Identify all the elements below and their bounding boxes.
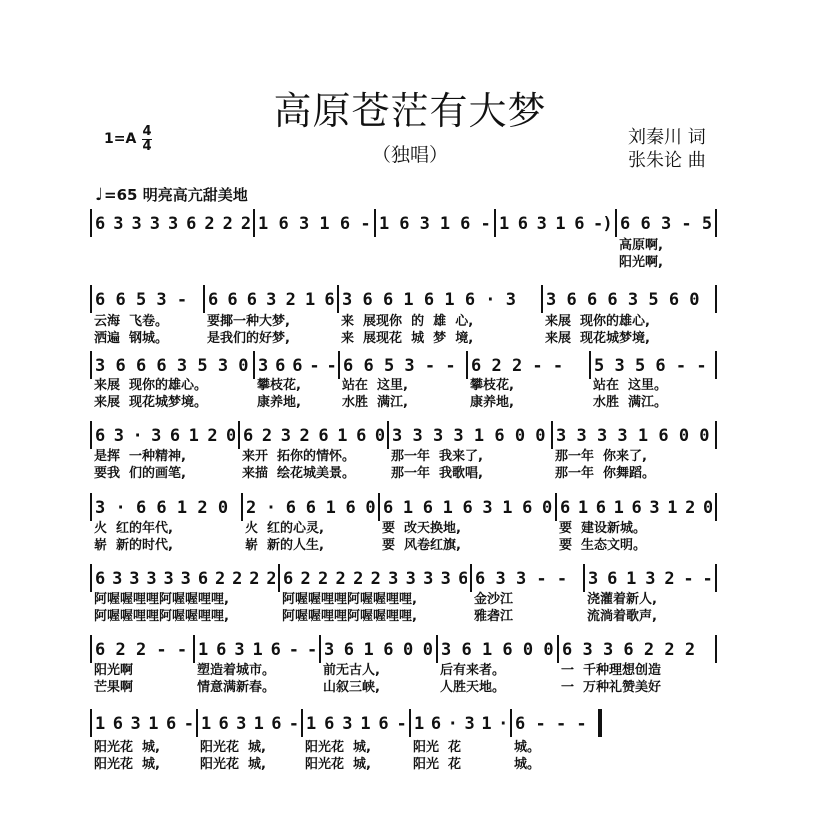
composer: 张朱论 曲 xyxy=(628,150,706,171)
staff-line xyxy=(90,713,715,736)
lyric-text: 要 风卷红旗, xyxy=(382,538,461,553)
barline xyxy=(253,209,255,237)
staff-line xyxy=(90,289,715,312)
lyric-row xyxy=(90,378,715,394)
lyric-text: 阳光啊 xyxy=(94,663,134,678)
staff-line xyxy=(90,497,715,520)
barline xyxy=(466,351,468,379)
barline xyxy=(90,351,92,379)
final-barline xyxy=(598,709,602,737)
barline xyxy=(715,564,717,592)
barline xyxy=(203,285,205,313)
lyric-text: 塑造着城市。 xyxy=(197,663,276,678)
lyric-text: 水胜 满江, xyxy=(342,395,408,410)
lyric-text: 攀枝花, xyxy=(257,378,301,393)
lyric-text: 金沙江 xyxy=(474,592,514,607)
barline xyxy=(436,635,438,663)
lyric-row xyxy=(90,449,715,465)
lyric-text: 人胜天地。 xyxy=(440,680,506,695)
measure-notes: 1 6 3 1 6 - xyxy=(258,214,371,234)
barline xyxy=(193,635,195,663)
measure-notes: 6 2 2 - - xyxy=(95,640,188,660)
lyric-text: 那一年 我来了, xyxy=(391,449,483,464)
lyric-text: 阳光 花 xyxy=(413,740,462,755)
lyric-text: 情意满新春。 xyxy=(197,680,276,695)
lyric-text: 那一年 你舞蹈。 xyxy=(555,466,656,481)
barline xyxy=(551,421,553,449)
lyric-text: 来展 现你的雄心。 xyxy=(94,378,208,393)
lyric-row xyxy=(90,238,715,254)
barline xyxy=(90,635,92,663)
staff-line xyxy=(90,568,715,591)
measure-notes: 1 6 3 1 6 -) xyxy=(499,214,612,234)
barline xyxy=(90,421,92,449)
barline xyxy=(338,351,340,379)
lyric-text: 山叙三峡, xyxy=(323,680,380,695)
lyric-text: 前无古人, xyxy=(323,663,380,678)
lyric-text: 高原啊, xyxy=(619,238,663,253)
measure-notes: 6 2 2 - - xyxy=(471,356,564,376)
lyric-text: 阳光花 城, xyxy=(305,740,371,755)
lyric-text: 城。 xyxy=(514,757,541,772)
measure-notes: 6 2 2 2 2 2 3 3 3 3 6 xyxy=(283,569,467,589)
lyric-text: 要 改天换地, xyxy=(382,521,461,536)
lyric-row xyxy=(90,740,715,756)
measure-notes: 3 6 6 6 3 5 6 0 xyxy=(546,290,700,310)
measure-notes: 6 6 5 3 - - xyxy=(343,356,456,376)
measure-notes: 6 2 3 2 6 1 6 0 xyxy=(243,426,384,446)
barline xyxy=(387,421,389,449)
barline xyxy=(378,493,380,521)
credits xyxy=(628,126,706,172)
measure-notes: 1 6 3 1 6 - xyxy=(95,714,193,734)
lyric-text: 一 万种礼赞美好 xyxy=(561,680,662,695)
lyric-row xyxy=(90,538,715,554)
tempo-text: =65 明亮高亢甜美地 xyxy=(104,186,248,204)
barline xyxy=(555,493,557,521)
lyric-text: 来展 现花城梦境。 xyxy=(94,395,208,410)
lyric-row xyxy=(90,466,715,482)
barline xyxy=(301,709,303,737)
lyric-text: 来展 现你的雄心, xyxy=(545,314,650,329)
staff-line xyxy=(90,213,715,236)
barline xyxy=(715,209,717,237)
lyric-text: 阿喔喔哩哩阿喔喔哩哩, xyxy=(94,609,229,624)
lyric-text: 要 建设新城。 xyxy=(559,521,647,536)
lyric-text: 那一年 你来了, xyxy=(555,449,647,464)
lyric-row xyxy=(90,395,715,411)
lyric-row xyxy=(90,592,715,608)
measure-notes: 3 3 3 3 1 6 0 0 xyxy=(392,426,546,446)
song-subtitle: （独唱） xyxy=(371,144,448,166)
measure-notes: 6 3 3 3 3 3 6 2 2 2 2 xyxy=(95,569,275,589)
lyric-text: 站在 这里。 xyxy=(593,378,668,393)
tempo-marking xyxy=(95,184,248,205)
lyric-text: 站在 这里, xyxy=(342,378,408,393)
lyric-text: 阿喔喔哩哩阿喔喔哩哩, xyxy=(94,592,229,607)
lyric-text: 阿喔喔哩哩阿喔喔哩哩, xyxy=(282,592,417,607)
barline xyxy=(494,209,496,237)
measure-notes: 5 3 5 6 - - xyxy=(594,356,707,376)
barline xyxy=(589,351,591,379)
lyric-text: 康养地, xyxy=(257,395,301,410)
lyric-text: 水胜 满江。 xyxy=(593,395,668,410)
lyric-text: 崭 新的人生, xyxy=(245,538,324,553)
measure-notes: 1 6 3 1 6 - - xyxy=(198,640,316,660)
lyric-row xyxy=(90,609,715,625)
barline xyxy=(715,421,717,449)
measure-notes: 1 6 3 1 6 - xyxy=(379,214,491,234)
lyric-text: 火 红的心灵, xyxy=(245,521,324,536)
barline xyxy=(90,564,92,592)
lyric-text: 是我们的好梦, xyxy=(207,331,290,346)
lyric-row xyxy=(90,255,715,271)
measure-notes: 6 1 6 1 6 3 1 2 0 xyxy=(560,498,712,518)
barline xyxy=(90,493,92,521)
lyric-text: 阳光花 城, xyxy=(305,757,371,772)
measure-notes: 3 · 6 6 1 2 0 xyxy=(95,498,229,518)
lyric-text: 那一年 我歌唱, xyxy=(391,466,483,481)
lyric-text: 要 生态文明。 xyxy=(559,538,647,553)
measure-notes: 3 6 6 - - xyxy=(258,356,335,376)
measure-notes: 3 6 1 6 0 0 xyxy=(324,640,433,660)
song-title: 高原苍茫有大梦 xyxy=(273,89,547,133)
lyric-text: 阳光花 城, xyxy=(94,757,160,772)
barline xyxy=(557,635,559,663)
lyric-text: 阳光花 城, xyxy=(200,757,266,772)
barline xyxy=(90,209,92,237)
barline xyxy=(510,709,512,737)
measure-notes: 3 3 3 3 1 6 0 0 xyxy=(556,426,710,446)
lyric-text: 城。 xyxy=(514,740,541,755)
lyric-row xyxy=(90,680,715,696)
lyric-text: 火 红的年代, xyxy=(94,521,173,536)
measure-notes: 6 6 3 - 5 xyxy=(620,214,712,234)
lyric-text: 浇灌着新人, xyxy=(587,592,657,607)
lyric-text: 流淌着歌声, xyxy=(587,609,657,624)
lyric-text: 要揶一种大梦, xyxy=(207,314,290,329)
barline xyxy=(238,421,240,449)
lyric-text: 崭 新的时代, xyxy=(94,538,173,553)
lyric-text: 来展 现花城梦境, xyxy=(545,331,650,346)
lyric-row xyxy=(90,521,715,537)
lyric-row xyxy=(90,314,715,330)
lyric-text: 来描 绘花城美景。 xyxy=(242,466,356,481)
measure-notes: 6 3 · 3 6 1 2 0 xyxy=(95,426,235,446)
lyric-text: 阳光花 城, xyxy=(94,740,160,755)
barline xyxy=(241,493,243,521)
lyric-text: 芒果啊 xyxy=(94,680,134,695)
measure-notes: 3 6 1 6 0 0 xyxy=(441,640,554,660)
measure-notes: 6 6 5 3 - xyxy=(95,290,188,310)
barline xyxy=(90,285,92,313)
lyric-text: 来 展现你 的 雄 心, xyxy=(341,314,474,329)
measure-notes: 3 6 6 6 3 5 3 0 xyxy=(95,356,249,376)
time-signature-top: 4 xyxy=(142,124,152,139)
barline xyxy=(583,564,585,592)
staff-line xyxy=(90,639,715,662)
measure-notes: 2 · 6 6 1 6 0 xyxy=(246,498,375,518)
measure-notes: 6 3 3 - - xyxy=(475,569,568,589)
staff-line xyxy=(90,355,715,378)
lyric-text: 洒遍 钢城。 xyxy=(94,331,169,346)
barline xyxy=(319,635,321,663)
lyric-text: 康养地, xyxy=(470,395,514,410)
measure-notes: 6 6 6 3 2 1 6 xyxy=(208,290,334,310)
measure-notes: 3 6 6 1 6 1 6 · 3 xyxy=(342,290,516,310)
key-signature: 1=A xyxy=(104,131,137,147)
barline xyxy=(715,351,717,379)
measure-notes: 6 1 6 1 6 3 1 6 0 xyxy=(383,498,552,518)
lyric-text: 阳光 花 xyxy=(413,757,462,772)
lyric-row xyxy=(90,757,715,773)
measure-notes: 6 - - - xyxy=(515,714,587,734)
lyric-text: 阿喔喔哩哩阿喔喔哩哩, xyxy=(282,609,417,624)
measure-notes: 6 3 3 3 3 6 2 2 2 xyxy=(95,214,250,234)
barline xyxy=(409,709,411,737)
lyric-text: 要我 们的画笔, xyxy=(94,466,186,481)
lyric-text: 云海 飞卷。 xyxy=(94,314,169,329)
lyric-text: 阳光啊, xyxy=(619,255,663,270)
barline xyxy=(715,493,717,521)
measure-notes: 6 3 3 6 2 2 2 xyxy=(562,640,696,660)
lyric-text: 后有来者。 xyxy=(440,663,506,678)
barline xyxy=(470,564,472,592)
time-signature-bottom: 4 xyxy=(142,139,152,154)
staff-line xyxy=(90,425,715,448)
lyric-text: 来开 拓你的情怀。 xyxy=(242,449,356,464)
lyric-row xyxy=(90,331,715,347)
barline xyxy=(541,285,543,313)
measure-notes: 1 6 · 3 1 · xyxy=(414,714,507,734)
lyric-text: 是挥 一种精神, xyxy=(94,449,186,464)
lyric-text: 来 展现花 城 梦 境, xyxy=(341,331,474,346)
lyric-text: 阳光花 城, xyxy=(200,740,266,755)
barline xyxy=(196,709,198,737)
lyric-text: 攀枝花, xyxy=(470,378,514,393)
measure-notes: 1 6 3 1 6 - xyxy=(201,714,298,734)
barline xyxy=(374,209,376,237)
barline xyxy=(278,564,280,592)
lyric-text: 一 千种理想创造 xyxy=(561,663,662,678)
measure-notes: 1 6 3 1 6 - xyxy=(306,714,406,734)
lyric-row xyxy=(90,663,715,679)
measure-notes: 3 6 1 3 2 - - xyxy=(588,569,712,589)
lyric-text: 雅砻江 xyxy=(474,609,514,624)
barline xyxy=(615,209,617,237)
time-signature xyxy=(142,126,152,153)
lyricist: 刘秦川 词 xyxy=(628,127,706,148)
quarter-note-icon: ♩ xyxy=(95,185,104,205)
barline xyxy=(715,285,717,313)
barline xyxy=(90,709,92,737)
barline xyxy=(715,635,717,663)
barline xyxy=(337,285,339,313)
barline xyxy=(253,351,255,379)
